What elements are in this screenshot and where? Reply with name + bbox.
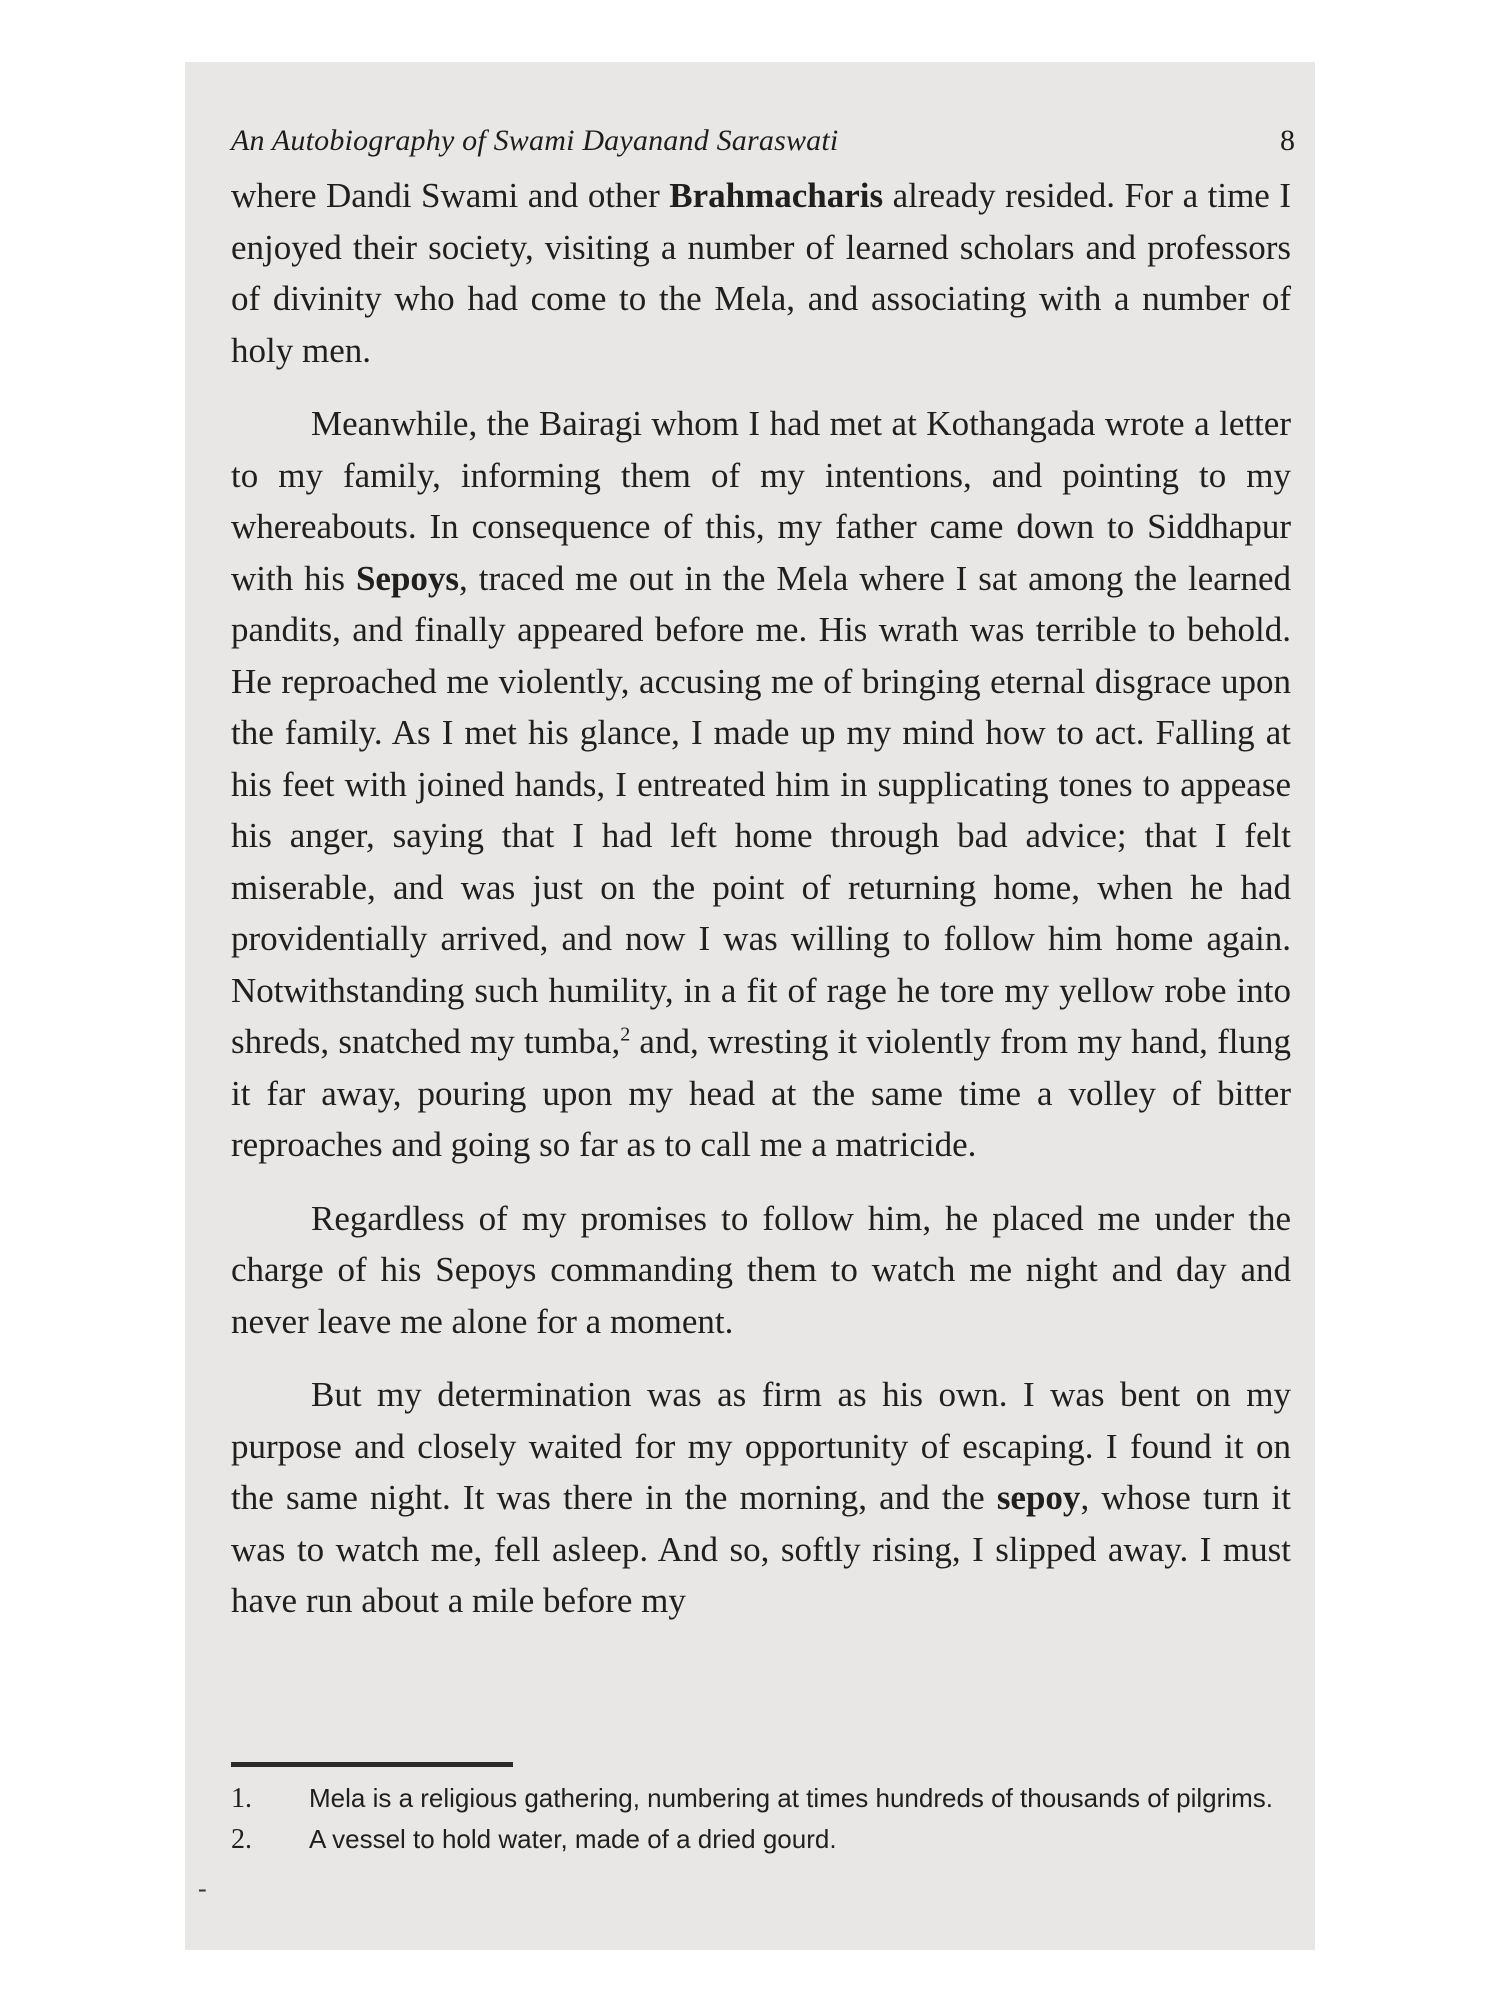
body-text [231,170,1291,1649]
page-number: 8 [1280,124,1295,157]
paragraph-2 [231,398,1291,1171]
footnote-1-text: Mela is a religious gathering, numbering at times hundreds of thousands of pilgrims. [309,1783,1273,1813]
paragraph-2-text-d: and, wresting it violently from my hand, flung it far away, pouring upon my head at the same time a volley of bitter reproaches and going so far as to call me a matricide. [231,1022,1291,1164]
footnote-1 [231,1780,1291,1817]
book-page [185,62,1315,1950]
margin-mark: - [198,1874,207,1903]
running-header [231,124,1295,164]
footnote-divider [231,1762,513,1767]
paragraph-3: Regardless of my promises to follow him, he placed me under the charge of his Sepoys commanding them to watch me night and day and never leave me alone for a moment. [231,1198,1291,1341]
footnote-ref-2: 2 [620,1023,631,1046]
paragraph-4-text-c: , whose turn it was to watch me, fell asleep. And so, softly rising, I slipped away. I must have run about a mile before my [231,1478,1292,1620]
term-sepoys: Sepoys [355,558,460,598]
paragraph-2-text-a: Meanwhile, the Bairagi whom I had met at Kothangada wrote a letter to my family, informing them of my intentions, and pointing to my whereabouts. In consequence of this, my father came down to Siddhapur with his [231,404,1291,598]
footnote-2-text: A vessel to hold water, made of a dried gourd. [309,1824,837,1854]
paragraph-4 [231,1369,1291,1627]
term-brahmacharis: Brahmacharis [669,176,884,215]
paragraph-1 [231,170,1291,376]
footnotes [231,1780,1291,1862]
paragraph-1-text-a: where Dandi Swami and other [231,176,670,215]
book-title: An Autobiography of Swami Dayanand Saraswati [231,124,839,157]
term-sepoy: sepoy [996,1478,1081,1517]
footnote-2-number: 2. [231,1824,252,1855]
paragraph-4-text-a: But my determination was as firm as his own. I was bent on my purpose and closely waited for my opportunity of escaping. I found it on the same night. It was there in the morning, and the [231,1375,1291,1517]
paragraph-1-text-c: already resided. For a time I enjoyed their society, visiting a number of learned scholars and professors of divinity who had come to the Mela, and associating with a number of holy men. [231,176,1291,370]
footnote-1-number: 1. [231,1783,252,1814]
paragraph-2-text-c: , traced me out in the Mela where I sat among the learned pandits, and finally appeared before me. His wrath was terrible to behold. He reproached me violently, accusing me of bringing eternal disgrace upon the family. As I met his glance, I made up my mind how to act. Falling at his feet with joined hands, I entreated him in supplicating tones to appease his anger, saying that I had left home through bad advice; that I felt miserable, and was just on the point of returning home, when he had providentially arrived, and now I was willing to follow him home again. Notwithstanding such humility, in a fit of rage he tore my yellow robe into shreds, snatched my tumba, [231,558,1291,1061]
footnote-2 [231,1821,1291,1858]
